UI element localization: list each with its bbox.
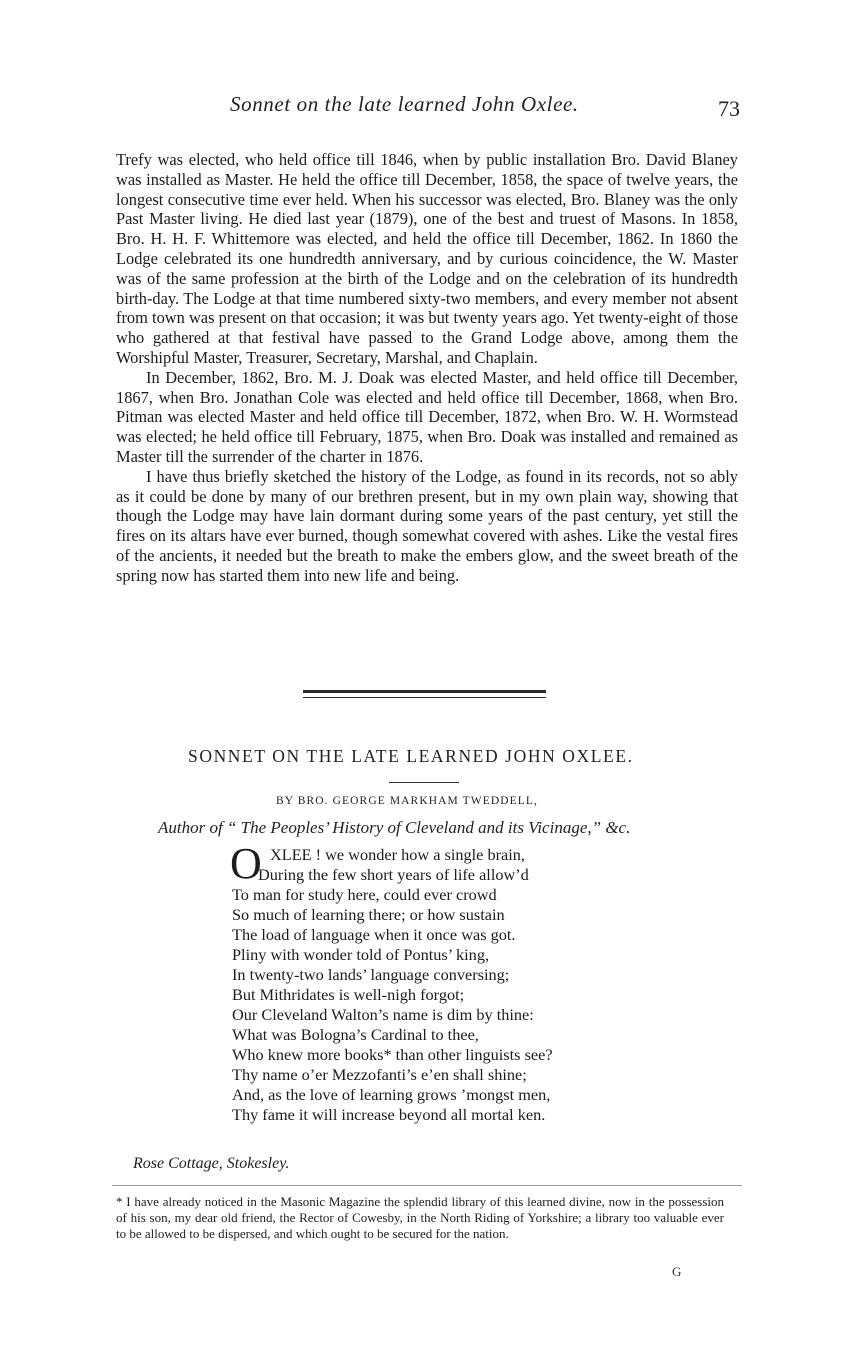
sonnet-line: But Mithridates is well-nigh forgot;	[232, 985, 465, 1004]
byline: BY BRO. GEORGE MARKHAM TWEDDELL,	[276, 795, 538, 807]
section-divider-thin	[303, 697, 546, 698]
footnote-text: * I have already noticed in the Masonic Magazine the splendid library of this learned divine, now in the possession of his son, my dear old friend, the Rector of Cowesby, in the North Riding of Yorkshire; a library too valuable ever to be allowed to be dispersed, and which ought to be secured for the nation.	[116, 1194, 724, 1241]
title-rule	[389, 782, 459, 783]
sonnet-line: What was Bologna’s Cardinal to thee,	[232, 1025, 479, 1044]
sonnet-line: In twenty-two lands’ language conversing;	[232, 965, 510, 984]
footnote-rule	[112, 1185, 742, 1186]
page-number: 73	[718, 96, 740, 121]
sonnet-line: And, as the love of learning grows ’mongst men,	[232, 1085, 551, 1104]
paragraph: In December, 1862, Bro. M. J. Doak was elected Master, and held office till December, 1867, when Bro. Jonathan Cole was elected and held office till December, 1868, when Bro. Pitman was elected Master and held office till December, 1872, when Bro. W. H. Wormstead was elected; he held office till February, 1875, when Bro. Doak was installed and remained as Master till the surrender of the charter in 1876.	[116, 367, 738, 466]
paragraph: Trefy was elected, who held office till 1846, when by public installation Bro. David Blaney was installed as Master. He held the office till December, 1858, the space of twelve years, the longest consecutive time ever held. When his successor was elected, Bro. Blaney was the only Past Master living. He died last year (1879), one of the best and truest of Masons. In 1858, Bro. H. H. F. Whittemore was elected, and held the office till December, 1862. In 1860 the Lodge celebrated its one hundredth anniversary, and by curious coincidence, the W. Master was of the same profession at the birth of the Lodge and on the celebration of its hundredth birth-day. The Lodge at that time numbered sixty-two members, and every member not absent from town was present on that occasion; it was but twenty years ago. Yet twenty-eight of those who gathered at that festival have passed to the Grand Lodge above, among them the Worshipful Master, Treasurer, Secretary, Marshal, and Chaplain.	[116, 150, 738, 367]
signature-mark: G	[672, 1264, 682, 1279]
author-description: Author of “ The Peoples’ History of Cleveland and its Vicinage,” &c.	[158, 818, 631, 837]
sonnet-line: Thy name o’er Mezzofanti’s e’en shall shine;	[232, 1065, 527, 1084]
drop-cap: O	[230, 839, 262, 888]
sonnet-line: The load of language when it once was got.	[232, 925, 516, 944]
sonnet-line: To man for study here, could ever crowd	[232, 885, 497, 904]
sonnet-line: During the few short years of life allow’d	[258, 865, 529, 884]
sonnet-line: Pliny with wonder told of Pontus’ king,	[232, 945, 490, 964]
article-title: SONNET ON THE LATE LEARNED JOHN OXLEE.	[188, 746, 634, 766]
paragraph: I have thus briefly sketched the history of the Lodge, as found in its records, not so ably as it could be done by many of our brethren present, but in my own plain way, showing that though the Lodge may have lain dormant during some years of the past century, yet still the fires on its altars have ever burned, though somewhat covered with ashes. Like the vestal fires of the ancients, it needed but the breath to make the embers glow, and the sweet breath of the spring now has started them into new life and being.	[116, 466, 738, 585]
signoff: Rose Cottage, Stokesley.	[133, 1155, 290, 1172]
sonnet-line: Who knew more books* than other linguists see?	[232, 1045, 553, 1064]
sonnet-line: Our Cleveland Walton’s name is dim by thine:	[232, 1005, 534, 1024]
footnote	[116, 1194, 724, 1242]
lodge-history-text	[116, 150, 738, 586]
sonnet-line: Thy fame it will increase beyond all mortal ken.	[232, 1105, 546, 1124]
sonnet-text	[232, 845, 672, 1125]
sonnet-line: So much of learning there; or how sustain	[232, 905, 505, 924]
sonnet-line: XLEE ! we wonder how a single brain,	[270, 845, 525, 864]
running-title: Sonnet on the late learned John Oxlee.	[230, 92, 579, 116]
section-divider-thick	[303, 690, 546, 693]
